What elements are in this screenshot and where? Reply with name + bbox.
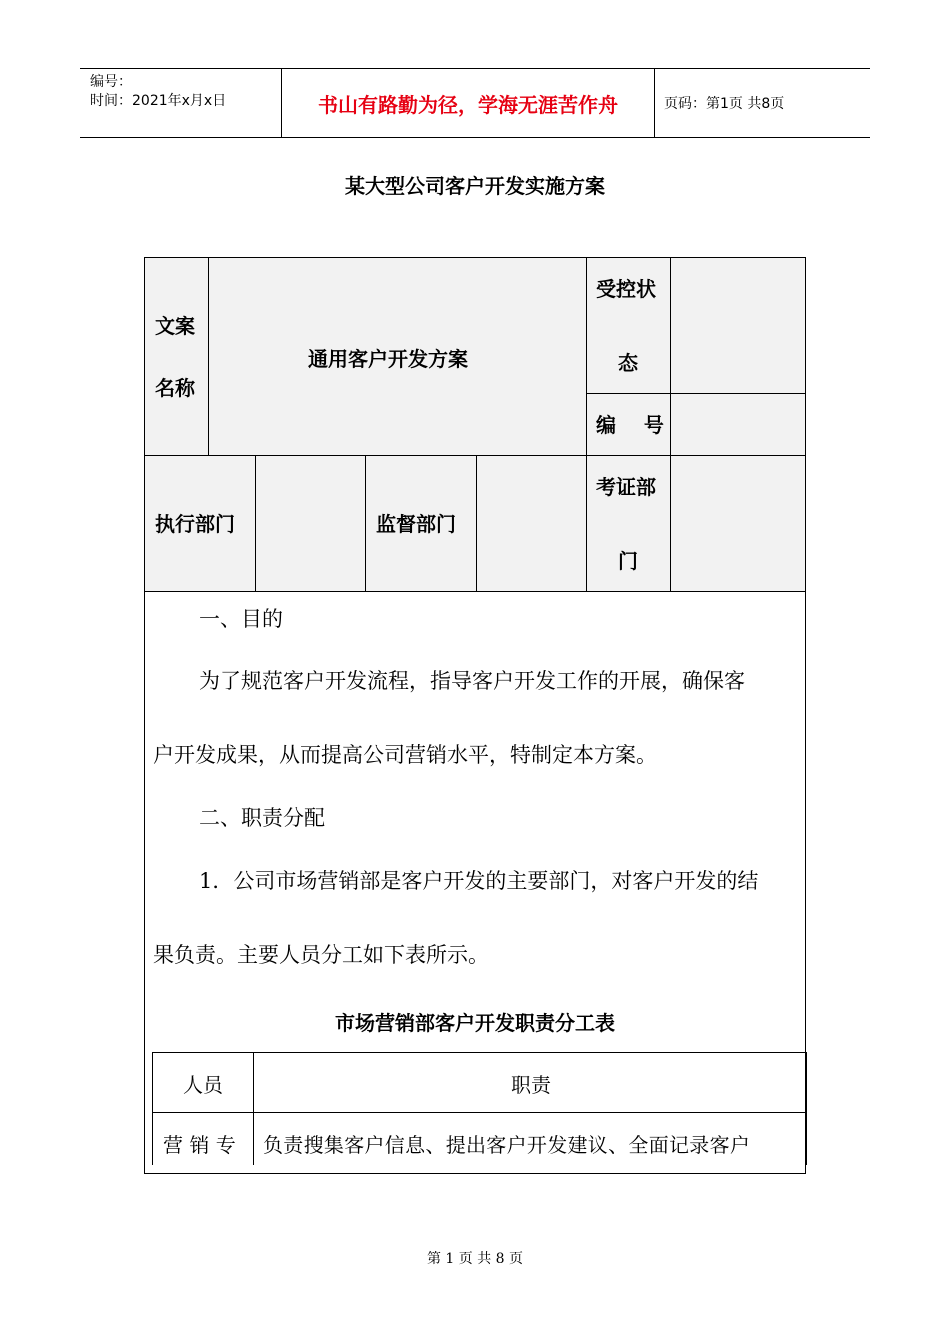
row-divider bbox=[586, 393, 805, 394]
form-header-shading bbox=[145, 258, 805, 591]
header-number-label: 编号： bbox=[90, 74, 132, 90]
control-status-label-2: 态 bbox=[618, 351, 638, 375]
duty-table bbox=[152, 1052, 807, 1165]
col-divider bbox=[365, 455, 366, 591]
control-status-label-1: 受控状 bbox=[596, 277, 656, 301]
col-divider bbox=[806, 1053, 807, 1165]
section2-heading: 二、职责分配 bbox=[199, 806, 325, 830]
page-footer: 第 1 页 共 8 页 bbox=[426, 1251, 524, 1267]
section1-heading: 一、目的 bbox=[199, 607, 283, 631]
supervise-dept-label: 监督部门 bbox=[376, 512, 456, 536]
section1-paragraph-line2: 户开发成果，从而提高公司营销水平，特制定本方案。 bbox=[153, 743, 657, 767]
duty-header-duty: 职责 bbox=[511, 1073, 551, 1097]
number-label: 编 号 bbox=[596, 413, 664, 437]
header-divider bbox=[654, 69, 655, 137]
section1-paragraph-line1: 为了规范客户开发流程，指导客户开发工作的开展，确保客 bbox=[199, 669, 745, 693]
doc-name-label-2: 名称 bbox=[155, 376, 195, 400]
item1-line2: 果负责。主要人员分工如下表所示。 bbox=[153, 943, 489, 967]
document-title: 某大型公司客户开发实施方案 bbox=[345, 174, 605, 198]
header-meta bbox=[90, 73, 226, 111]
doc-name-value: 通用客户开发方案 bbox=[308, 347, 468, 371]
row-divider bbox=[145, 591, 805, 592]
page-header bbox=[80, 68, 870, 138]
header-motto: 书山有路勤为径，学海无涯苦作舟 bbox=[318, 92, 618, 117]
col-divider bbox=[208, 258, 209, 455]
duty-header-person: 人员 bbox=[183, 1073, 223, 1097]
duty-row-duty: 负责搜集客户信息、提出客户开发建议、全面记录客户 bbox=[263, 1133, 751, 1157]
audit-dept-label-1: 考证部 bbox=[596, 475, 656, 499]
duty-row-person: 营 销 专 bbox=[163, 1133, 236, 1157]
col-divider bbox=[255, 455, 256, 591]
row-divider bbox=[145, 455, 805, 456]
doc-name-label-1: 文案 bbox=[155, 314, 195, 338]
plan-form-table bbox=[144, 257, 806, 1174]
header-page-info: 页码：第1页 共8页 bbox=[664, 96, 785, 112]
col-divider bbox=[253, 1053, 254, 1165]
row-divider bbox=[153, 1112, 807, 1113]
duty-table-title: 市场营销部客户开发职责分工表 bbox=[335, 1011, 615, 1035]
col-divider bbox=[586, 258, 587, 591]
audit-dept-label-2: 门 bbox=[618, 549, 638, 573]
item1-line1: 1．公司市场营销部是客户开发的主要部门，对客户开发的结 bbox=[199, 869, 759, 893]
col-divider bbox=[670, 258, 671, 591]
col-divider bbox=[476, 455, 477, 591]
exec-dept-label: 执行部门 bbox=[155, 512, 235, 536]
header-time-label: 时间：2021年x月x日 bbox=[90, 93, 227, 109]
